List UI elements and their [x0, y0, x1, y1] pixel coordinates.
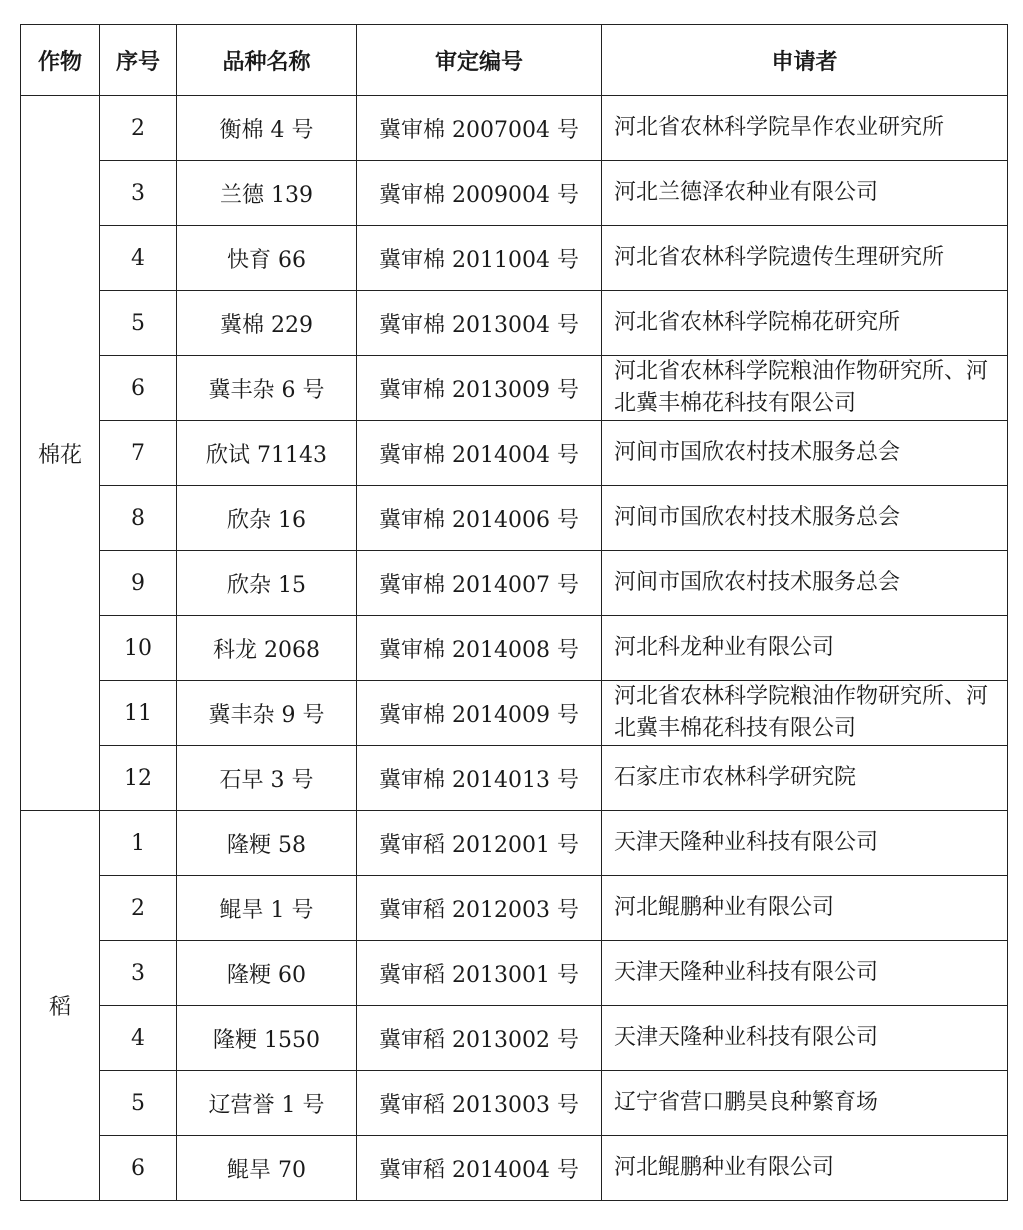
header-variety: 品种名称: [177, 25, 357, 96]
serial-number-cell: 4: [100, 1006, 177, 1071]
applicant-cell: 河间市国欣农村技术服务总会: [602, 486, 1008, 551]
variety-name-cell: 兰德 139: [177, 161, 357, 226]
approval-code-cell: 冀审棉 2009004 号: [357, 161, 602, 226]
crop-cell: 稻: [21, 811, 100, 1201]
applicant-cell: 天津天隆种业科技有限公司: [602, 941, 1008, 1006]
variety-name-cell: 鲲旱 70: [177, 1136, 357, 1201]
variety-name-cell: 隆粳 60: [177, 941, 357, 1006]
serial-number-cell: 7: [100, 421, 177, 486]
applicant-cell: 河北省农林科学院旱作农业研究所: [602, 96, 1008, 161]
variety-name-cell: 欣试 71143: [177, 421, 357, 486]
approval-code-cell: 冀审稻 2012001 号: [357, 811, 602, 876]
applicant-cell: 河间市国欣农村技术服务总会: [602, 421, 1008, 486]
approval-code-cell: 冀审棉 2011004 号: [357, 226, 602, 291]
serial-number-cell: 6: [100, 356, 177, 421]
applicant-cell: 河北科龙种业有限公司: [602, 616, 1008, 681]
table-row: [21, 96, 1008, 161]
serial-number-cell: 10: [100, 616, 177, 681]
applicant-cell: 天津天隆种业科技有限公司: [602, 1006, 1008, 1071]
header-row: [21, 25, 1008, 96]
table-row: [21, 421, 1008, 486]
approval-code-cell: 冀审棉 2014013 号: [357, 746, 602, 811]
serial-number-cell: 12: [100, 746, 177, 811]
variety-name-cell: 隆粳 58: [177, 811, 357, 876]
approval-code-cell: 冀审稻 2013001 号: [357, 941, 602, 1006]
table-row: [21, 681, 1008, 746]
table-row: [21, 941, 1008, 1006]
applicant-cell: 河北省农林科学院遗传生理研究所: [602, 226, 1008, 291]
variety-name-cell: 冀丰杂 6 号: [177, 356, 357, 421]
variety-table: [20, 24, 1008, 1201]
table-row: [21, 356, 1008, 421]
serial-number-cell: 8: [100, 486, 177, 551]
serial-number-cell: 9: [100, 551, 177, 616]
applicant-cell: 河北省农林科学院棉花研究所: [602, 291, 1008, 356]
header-applicant: 申请者: [602, 25, 1008, 96]
approval-code-cell: 冀审棉 2014006 号: [357, 486, 602, 551]
applicant-cell: 河北省农林科学院粮油作物研究所、河北冀丰棉花科技有限公司: [602, 681, 1008, 746]
variety-name-cell: 隆粳 1550: [177, 1006, 357, 1071]
header-code: 审定编号: [357, 25, 602, 96]
serial-number-cell: 5: [100, 291, 177, 356]
table-row: [21, 811, 1008, 876]
variety-name-cell: 衡棉 4 号: [177, 96, 357, 161]
approval-code-cell: 冀审棉 2013004 号: [357, 291, 602, 356]
approval-code-cell: 冀审稻 2012003 号: [357, 876, 602, 941]
serial-number-cell: 6: [100, 1136, 177, 1201]
table-row: [21, 746, 1008, 811]
table-row: [21, 876, 1008, 941]
variety-name-cell: 鲲旱 1 号: [177, 876, 357, 941]
variety-name-cell: 冀丰杂 9 号: [177, 681, 357, 746]
variety-name-cell: 石早 3 号: [177, 746, 357, 811]
approval-code-cell: 冀审稻 2013003 号: [357, 1071, 602, 1136]
crop-cell: 棉花: [21, 96, 100, 811]
table-row: [21, 551, 1008, 616]
variety-name-cell: 辽营誉 1 号: [177, 1071, 357, 1136]
serial-number-cell: 1: [100, 811, 177, 876]
serial-number-cell: 3: [100, 161, 177, 226]
approval-code-cell: 冀审棉 2014004 号: [357, 421, 602, 486]
applicant-cell: 河北鲲鹏种业有限公司: [602, 1136, 1008, 1201]
serial-number-cell: 3: [100, 941, 177, 1006]
table-row: [21, 291, 1008, 356]
applicant-cell: 辽宁省营口鹏昊良种繁育场: [602, 1071, 1008, 1136]
serial-number-cell: 2: [100, 876, 177, 941]
variety-name-cell: 快育 66: [177, 226, 357, 291]
approval-code-cell: 冀审棉 2014008 号: [357, 616, 602, 681]
approval-code-cell: 冀审稻 2013002 号: [357, 1006, 602, 1071]
variety-name-cell: 欣杂 15: [177, 551, 357, 616]
applicant-cell: 天津天隆种业科技有限公司: [602, 811, 1008, 876]
table-row: [21, 486, 1008, 551]
serial-number-cell: 4: [100, 226, 177, 291]
header-crop: 作物: [21, 25, 100, 96]
applicant-cell: 河间市国欣农村技术服务总会: [602, 551, 1008, 616]
header-number: 序号: [100, 25, 177, 96]
variety-name-cell: 冀棉 229: [177, 291, 357, 356]
table-row: [21, 616, 1008, 681]
approval-code-cell: 冀审棉 2014007 号: [357, 551, 602, 616]
table-row: [21, 1071, 1008, 1136]
table-row: [21, 226, 1008, 291]
table-row: [21, 161, 1008, 226]
approval-code-cell: 冀审棉 2013009 号: [357, 356, 602, 421]
serial-number-cell: 2: [100, 96, 177, 161]
serial-number-cell: 5: [100, 1071, 177, 1136]
applicant-cell: 石家庄市农林科学研究院: [602, 746, 1008, 811]
table-row: [21, 1006, 1008, 1071]
variety-name-cell: 科龙 2068: [177, 616, 357, 681]
applicant-cell: 河北兰德泽农种业有限公司: [602, 161, 1008, 226]
serial-number-cell: 11: [100, 681, 177, 746]
variety-name-cell: 欣杂 16: [177, 486, 357, 551]
approval-code-cell: 冀审棉 2014009 号: [357, 681, 602, 746]
table-body: [21, 96, 1008, 1201]
applicant-cell: 河北鲲鹏种业有限公司: [602, 876, 1008, 941]
applicant-cell: 河北省农林科学院粮油作物研究所、河北冀丰棉花科技有限公司: [602, 356, 1008, 421]
table-row: [21, 1136, 1008, 1201]
approval-code-cell: 冀审稻 2014004 号: [357, 1136, 602, 1201]
approval-code-cell: 冀审棉 2007004 号: [357, 96, 602, 161]
